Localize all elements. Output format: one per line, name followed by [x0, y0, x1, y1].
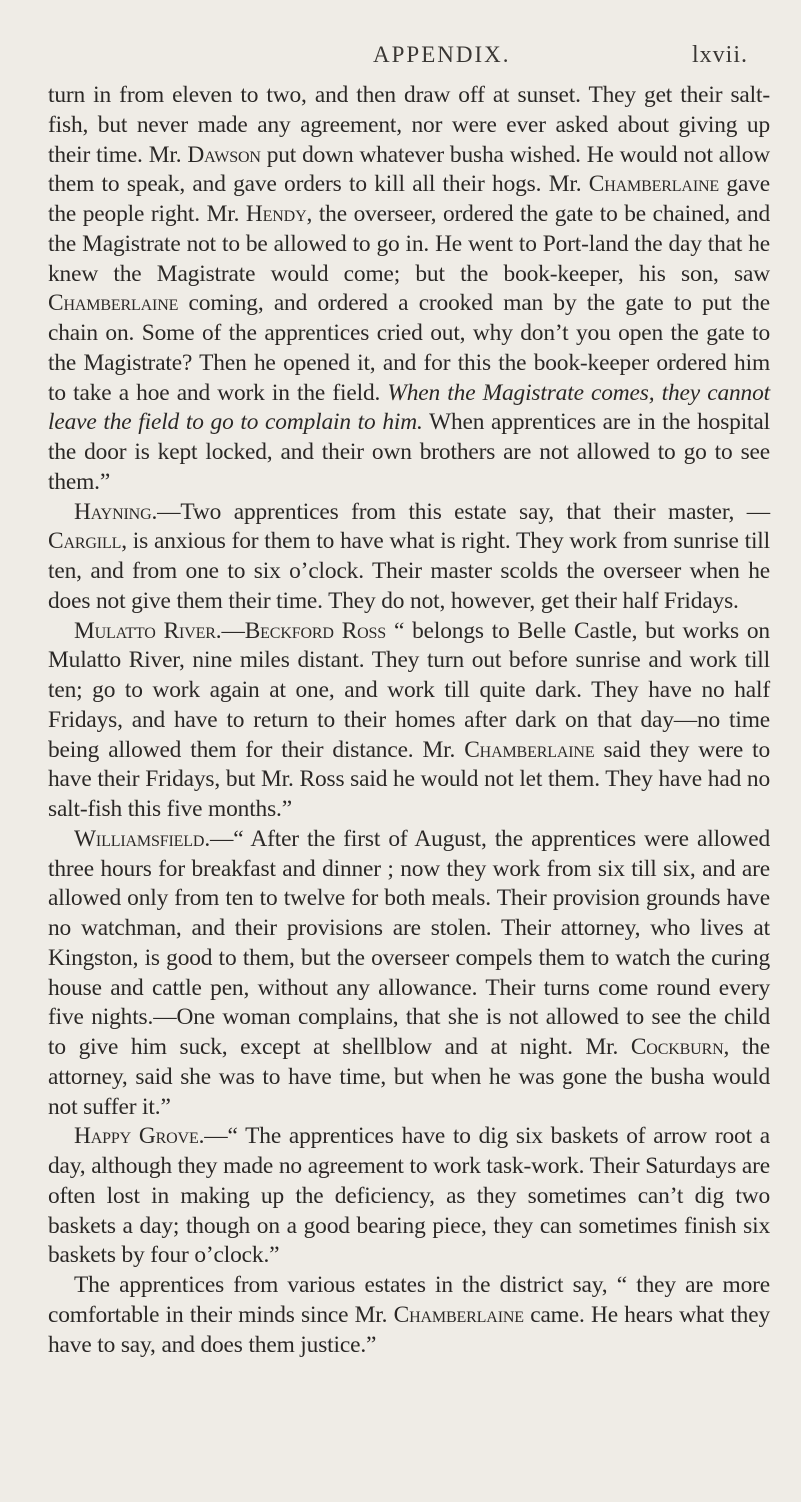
small-caps-name: Cockburn [630, 1034, 724, 1060]
text-run: .— [215, 617, 245, 644]
text-run: gave the people right. Mr. [48, 171, 770, 227]
text-run: , the overseer, ordered the gate to be chained, and the Magistrate not to be allowed to go in. He went to Port-land the day that he knew the Magistrate would come; but the book-keeper, his son, saw [48, 201, 770, 287]
small-caps-name: Chamberlaine [48, 290, 179, 317]
small-caps-name: Mulatto River [74, 617, 216, 644]
paragraph [48, 1271, 770, 1360]
running-head-title: APPENDIX. [373, 42, 511, 67]
small-caps-name: Chamberlaine [464, 736, 595, 763]
text-run: said they were to have their Fridays, but Mr. Ross said he would not let them. They have had no salt-fish this five months.” [48, 736, 770, 822]
text-run: turn in from eleven to two, and then draw off at sunset. They get their salt-fish, but never made any agreement, nor were ever asked about giving up their time. Mr. [48, 82, 770, 168]
body-text [48, 81, 770, 1360]
text-run: When apprentices are in the hospital the door is kept locked, and their own brothers are not allowed to go to see them.” [48, 409, 770, 495]
paragraph [48, 1122, 770, 1271]
text-run: put down whatever busha wished. He would not allow them to speak, and gave orders to kill all their hogs. Mr. [48, 141, 770, 198]
small-caps-name: Happy Grove [74, 1123, 199, 1150]
text-run: came. He hears what they have to say, and does them justice.” [48, 1301, 770, 1358]
paragraph [48, 81, 770, 498]
text-run: .—“ The apprentices have to dig six baskets of arrow root a day, although they made no agreement to work task-work. Their Saturdays are often lost in making up the deficiency, as they sometimes can’t dig two baskets a day; though on a good bearing piece, they can sometimes finish six baskets by four o’clock.” [48, 1123, 770, 1269]
small-caps-name: Dawson [187, 141, 261, 168]
small-caps-name: Cargill [48, 528, 122, 555]
running-head [0, 42, 801, 74]
paragraph [48, 498, 770, 617]
text-run: , is anxious for them to have what is right. They work from sunrise till ten, and from one to six o’clock. Their master scolds the overseer when he does not give them their time. They do not, however, get their half Fridays. [48, 528, 770, 614]
page-number: lxvii. [692, 42, 749, 68]
paragraph [48, 617, 770, 825]
small-caps-name: Williamsfield [74, 825, 205, 852]
text-run: .—Two apprentices from this estate say, that their master, — [151, 498, 770, 525]
text-run: , the attorney, said she was to have time, but when he was gone the busha would not suffer it.” [48, 1034, 770, 1120]
small-caps-name: Hendy [245, 201, 307, 227]
paragraph [48, 825, 770, 1123]
small-caps-name: Beckford Ross [244, 617, 387, 644]
small-caps-name: Chamberlaine [393, 1301, 524, 1328]
text-run: “ belongs to Belle Castle, but works on Mulatto River, nine miles distant. They turn out before sunrise and work till ten; go to work again at one, and work till quite dark. They have no half Fridays, and have to return to their homes after dark on that day—no time being allowed them for their distance. Mr. [48, 617, 770, 763]
small-caps-name: Hayning [74, 498, 152, 525]
text-run: .—“ After the first of August, the apprentices were allowed three hours for breakfast and dinner ; now they work from six till six, and are allowed only from ten to twelve for both meals. Their provision grounds have no watchman, and their provisions are stolen. Their attorney, who lives at Kingston, is good to them, but the overseer compels them to watch the curing house and cattle pen, without any allowance. Their turns come round every five nights.—One woman complains, that she is not allowed to see the child to give him suck, except at shellblow and at night. Mr. [48, 825, 770, 1060]
text-run: coming, and ordered a crooked man by the gate to put the chain on. Some of the apprentices cried out, why don’t you open the gate to the Magistrate? Then he opened it, and for this the book-keeper ordered him to take a hoe and work in the field. [48, 290, 770, 406]
text-run: The apprentices from various estates in the district say, “ they are more comfortable in their minds since Mr. [48, 1272, 770, 1328]
small-caps-name: Chamberlaine [588, 171, 720, 198]
italic-text: When the Magistrate comes, they cannot leave the field to go to complain to him. [48, 379, 770, 436]
